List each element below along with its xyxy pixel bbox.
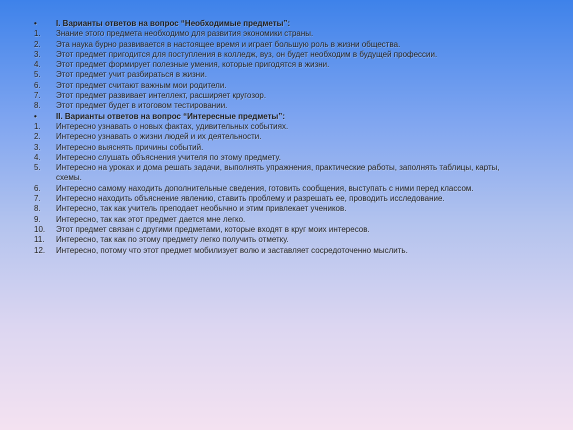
item-number: 3. <box>34 142 41 152</box>
list-item <box>34 60 554 70</box>
list-item <box>34 163 554 184</box>
item-text: Интересно слушать объяснения учителя по этому предмету. <box>56 152 281 162</box>
list-item <box>34 143 554 153</box>
item-number: 2. <box>34 132 41 142</box>
item-text: Этот предмет учит разбираться в жизни. <box>56 70 207 80</box>
list-item <box>34 235 554 245</box>
list-item <box>34 215 554 225</box>
item-number: 3. <box>34 49 41 59</box>
item-text: Интересно, потому что этот предмет мобилизует волю и заставляет сосредоточенно мыслить. <box>56 245 408 255</box>
item-text: Этот предмет развивает интеллект, расширяет кругозор. <box>56 91 267 101</box>
item-text: Интересно находить объяснение явлению, ставить проблему и разрешать ее, проводить исследование. <box>56 194 445 204</box>
list-item <box>34 101 554 111</box>
bullet-marker: • <box>34 111 37 121</box>
section-heading <box>34 19 554 29</box>
bullet-marker: • <box>34 19 37 28</box>
item-number: 11. <box>34 235 45 245</box>
list-item <box>34 153 554 163</box>
item-number: 12. <box>34 245 46 255</box>
item-number: 6. <box>34 183 41 193</box>
list-item <box>34 132 554 142</box>
item-text: Интересно, так как учитель преподает необычно и этим привлекает учеников. <box>56 204 347 214</box>
list-item <box>34 91 554 101</box>
list-item <box>34 122 554 132</box>
item-text: Интересно, так как по этому предмету легко получить отметку. <box>56 235 289 245</box>
list-item <box>34 184 554 194</box>
section-title: II. Варианты ответов на вопрос “Интересные предметы”: <box>56 111 286 121</box>
item-text: Интересно на уроках и дома решать задачи, выполнять упражнения, практические работы, заполнять таблицы, карты, схемы. <box>56 163 500 183</box>
item-number: 4. <box>34 152 41 162</box>
item-number: 5. <box>34 70 41 80</box>
item-number: 4. <box>34 60 41 70</box>
item-text: Этот предмет считают важным мои родители. <box>56 80 227 90</box>
item-text: Эта наука бурно развивается в настоящее время и играет большую роль в жизни общества. <box>56 39 401 49</box>
item-number: 7. <box>34 91 41 101</box>
list-item <box>34 40 554 50</box>
item-text: Этот предмет связан с другими предметами, которые входят в круг моих интересов. <box>56 224 370 234</box>
item-number: 7. <box>34 194 41 204</box>
list-item <box>34 50 554 60</box>
item-number: 9. <box>34 214 41 224</box>
item-text: Этот предмет формирует полезные умения, которые пригодятся в жизни. <box>56 60 330 70</box>
section-title: I. Варианты ответов на вопрос “Необходимые предметы”: <box>56 19 291 28</box>
item-number: 10. <box>34 224 46 234</box>
item-text: Интересно самому находить дополнительные сведения, готовить сообщения, выступать с ними перед классом. <box>56 183 474 193</box>
item-text: Знание этого предмета необходимо для развития экономики страны. <box>56 29 314 39</box>
item-text: Интересно выяснять причины событий. <box>56 142 204 152</box>
item-text: Интересно узнавать о жизни людей и их деятельности. <box>56 132 262 142</box>
item-number: 8. <box>34 204 41 214</box>
list-item <box>34 225 554 235</box>
item-text: Интересно, так как этот предмет дается мне легко. <box>56 214 246 224</box>
list-item <box>34 204 554 214</box>
list-item <box>34 194 554 204</box>
item-number: 6. <box>34 80 41 90</box>
list-item <box>34 29 554 39</box>
item-number: 5. <box>34 163 41 173</box>
item-text: Этот предмет пригодится для поступления в колледж, вуз, он будет необходим в будущей профессии. <box>56 49 438 59</box>
section-heading <box>34 112 554 122</box>
list-item <box>34 246 554 256</box>
item-number: 2. <box>34 39 41 49</box>
item-text: Интересно узнавать о новых фактах, удивительных событиях. <box>56 121 289 131</box>
list-item <box>34 70 554 80</box>
item-text: Этот предмет будет в итоговом тестировании. <box>56 101 228 111</box>
item-number: 8. <box>34 101 41 111</box>
item-number: 1. <box>34 29 41 39</box>
item-number: 1. <box>34 121 41 131</box>
list-item <box>34 81 554 91</box>
answer-list <box>34 19 554 256</box>
